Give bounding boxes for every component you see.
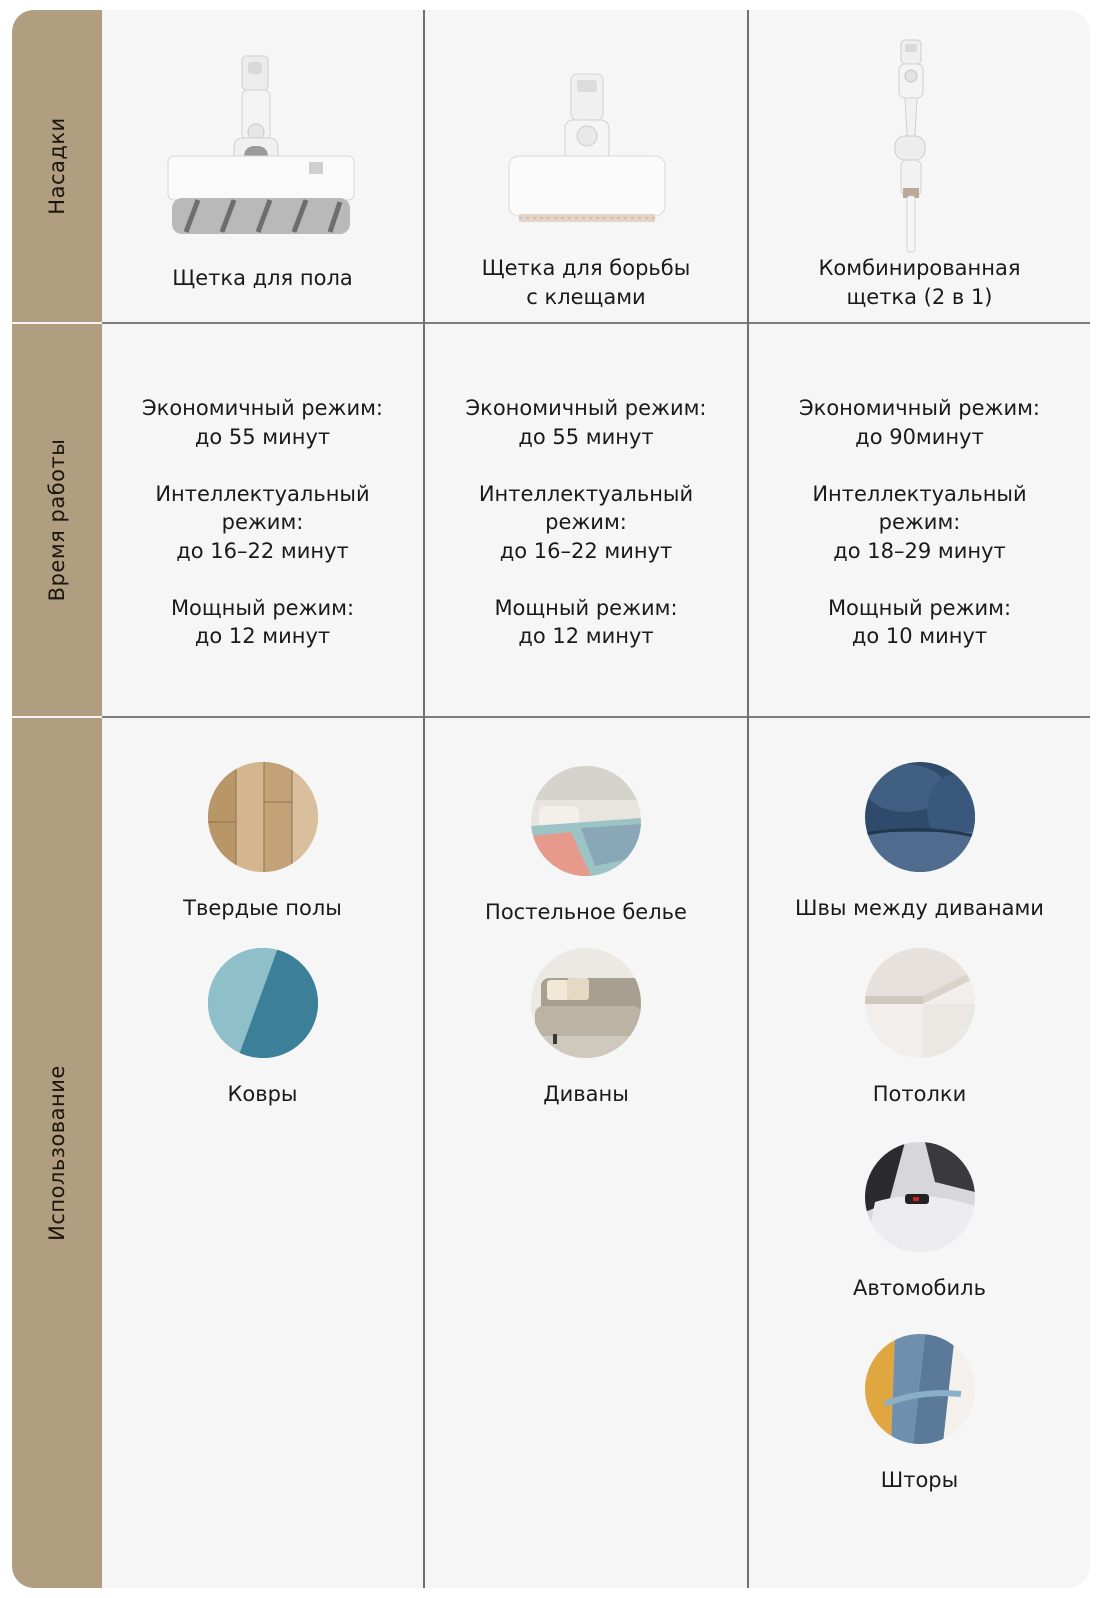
- usage-label: Постельное белье: [485, 900, 687, 924]
- comparison-table: [12, 10, 1090, 1588]
- usage-label: Потолки: [872, 1082, 967, 1106]
- cell-usage-combo-brush: [749, 718, 1090, 1588]
- cell-tool-anti-mite-brush: [425, 10, 747, 322]
- combo-brush-icon: [881, 36, 941, 256]
- curtains-icon: [865, 1334, 975, 1444]
- usage-item: [749, 948, 1090, 1106]
- sofa-icon: [531, 948, 641, 1058]
- cell-usage-floor-brush: [102, 718, 423, 1588]
- usage-label: Ковры: [227, 1082, 298, 1106]
- usage-item: [425, 766, 747, 924]
- tool-name: Комбинированная щетка (2 в 1): [818, 256, 1021, 309]
- row-header-usage: [12, 718, 102, 1588]
- row-header-attachments: [12, 10, 102, 322]
- runtime-text: Экономичный режим: до 55 минут Интеллектуальный режим: до 16–22 минут Мощный режим: до 12 минут: [465, 396, 707, 648]
- usage-label: Диваны: [543, 1082, 629, 1106]
- row-header-runtime: [12, 324, 102, 716]
- runtime-text: Экономичный режим: до 90минут Интеллектуальный режим: до 18–29 минут Мощный режим: до 10 минут: [798, 396, 1041, 648]
- row-label-usage: Использование: [45, 1065, 69, 1241]
- bedding-icon: [531, 766, 641, 876]
- usage-item: [102, 762, 423, 920]
- cell-tool-combo-brush: [749, 10, 1090, 322]
- cell-runtime-combo-brush: [749, 324, 1090, 716]
- tool-name: Щетка для борьбы с клещами: [481, 256, 691, 309]
- runtime-text: Экономичный режим: до 55 минут Интеллектуальный режим: до 16–22 минут Мощный режим: до 12 минут: [141, 396, 384, 648]
- cell-runtime-floor-brush: [102, 324, 423, 716]
- tool-name: Щетка для пола: [172, 266, 353, 290]
- hard-floor-icon: [208, 762, 318, 872]
- ceiling-icon: [865, 948, 975, 1058]
- row-label-attachments: Насадки: [45, 117, 69, 215]
- usage-label: Шторы: [880, 1468, 959, 1492]
- cell-tool-floor-brush: [102, 10, 423, 322]
- cell-usage-anti-mite-brush: [425, 718, 747, 1588]
- usage-label: Швы между диванами: [795, 896, 1044, 920]
- usage-item: [749, 1142, 1090, 1300]
- carpet-icon: [208, 948, 318, 1058]
- usage-item: [102, 948, 423, 1106]
- usage-item: [749, 1334, 1090, 1492]
- row-label-runtime: Время работы: [45, 438, 69, 602]
- floor-brush-icon: [164, 50, 364, 240]
- anti-mite-brush-icon: [505, 70, 675, 230]
- sofa-seams-icon: [865, 762, 975, 872]
- usage-item: [749, 762, 1090, 920]
- usage-item: [425, 948, 747, 1106]
- car-seat-icon: [865, 1142, 975, 1252]
- usage-label: Автомобиль: [853, 1276, 986, 1300]
- cell-runtime-anti-mite-brush: [425, 324, 747, 716]
- usage-label: Твердые полы: [183, 896, 342, 920]
